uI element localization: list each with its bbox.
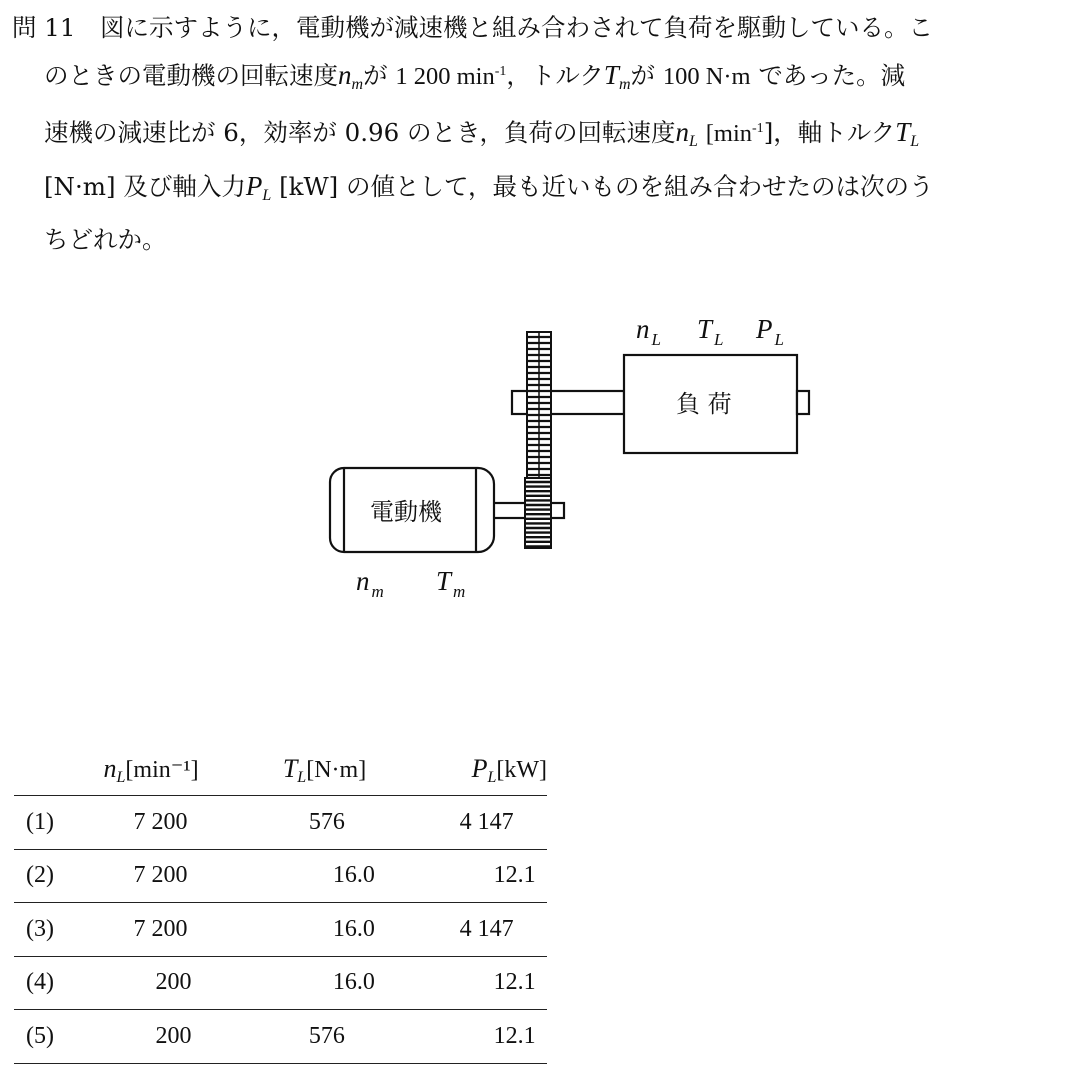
header-tl: $T_L[N\cdot m]$ xyxy=(283,745,448,796)
table-row: (2) 7 200 16.0 12.1 xyxy=(14,849,547,903)
table-row: (4) 200 16.0 12.1 xyxy=(14,956,547,1010)
question-line-5: ちどれか。 xyxy=(44,225,167,255)
question-line-2: のときの電動機の回転速度$n_m$が 1 200 $\min^{-1}$，トルク$T_m$が 100 N·m であった。減 xyxy=(44,60,906,94)
motor-label: 電動機 xyxy=(370,498,442,526)
answer-table xyxy=(14,745,547,1064)
table-row: (3) 7 200 16.0 4 147 xyxy=(14,903,547,957)
var-tm: $T_m$ xyxy=(603,60,631,94)
load-label: 負 荷 xyxy=(676,390,732,418)
table-row: (5) 200 576 12.1 xyxy=(14,1010,547,1064)
question-number: 問 11 xyxy=(12,13,76,42)
question-line-3: 速機の減速比が 6，効率が 0.96 のとき，負荷の回転速度$n_L$ $[\min^{-1}]$，軸トルク$T_L$ xyxy=(44,117,920,151)
table-header-row xyxy=(14,745,547,796)
label-nm: n $_m$ xyxy=(356,566,384,601)
label-tm: T $_m$ xyxy=(436,566,466,601)
table-row: (1) 7 200 576 4 147 xyxy=(14,796,547,850)
var-tl: $T_L$ xyxy=(895,117,920,151)
var-nm: $n_m$ xyxy=(338,60,364,94)
header-nl: $n_L[\min^{-1}]$ xyxy=(104,745,283,796)
var-pl: $P_L$ xyxy=(245,171,272,205)
label-nl: n $_L$ xyxy=(636,314,661,349)
label-pl: P $_L$ xyxy=(756,314,784,349)
label-tl: T $_L$ xyxy=(697,314,724,349)
question-line-4: [N·m] 及び軸入力$P_L$ [kW] の値として，最も近いものを組み合わせたのは次のう xyxy=(44,171,934,205)
header-pl: $P_L[kW]$ xyxy=(448,745,547,796)
small-gear xyxy=(525,478,551,548)
question-line-1: 問 11 図に示すように，電動機が減速機と組み合わされて負荷を駆動している。こ xyxy=(12,6,1058,50)
var-nl: $n_L$ xyxy=(675,117,698,151)
load-shaft-end xyxy=(797,391,809,414)
large-gear xyxy=(527,332,551,482)
